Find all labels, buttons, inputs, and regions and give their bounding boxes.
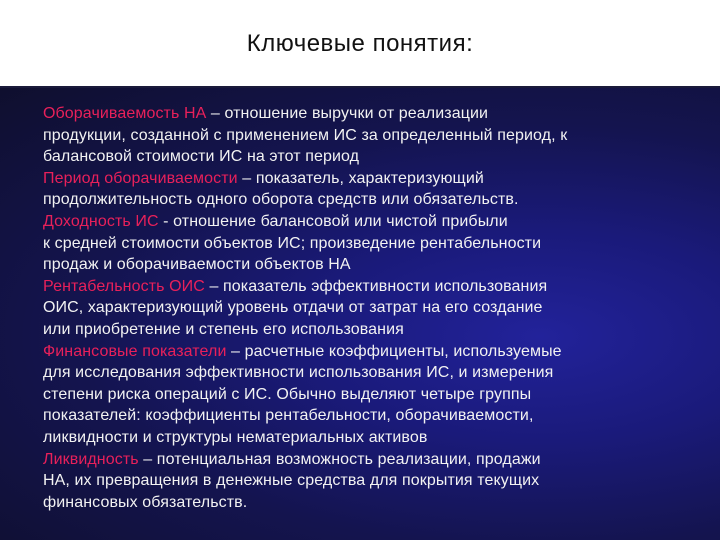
definition-turnover-na (43, 103, 711, 168)
definition-line (43, 449, 711, 471)
slide-body (0, 88, 720, 540)
definition-text: или приобретение и степень его использования (43, 320, 404, 338)
definition-text: – отношение выручки от реализации (206, 105, 489, 122)
term-label: Оборачиваемость НА (43, 105, 207, 122)
slide-title: Ключевые понятия: (246, 30, 474, 57)
definition-line (43, 341, 711, 363)
definition-line (43, 103, 711, 125)
definition-text: для исследования эффективности использования ИС, и измерения (43, 364, 554, 382)
definition-liquidity (43, 449, 711, 514)
definition-text: к средней стоимости объектов ИС; произведение рентабельности (43, 234, 542, 252)
term-label: Ликвидность (43, 450, 139, 468)
definition-text: – потенциальная возможность реализации, продажи (138, 450, 541, 468)
definition-line (43, 211, 711, 233)
definition-text: продаж и оборачиваемости объектов НА (43, 256, 351, 274)
definition-text: – показатель эффективности использования (204, 277, 548, 295)
definition-line (43, 276, 711, 298)
definition-text: степени риска операций с ИС. Обычно выделяют четыре группы (43, 385, 532, 403)
definition-text: ликвидности и структуры нематериальных активов (43, 428, 428, 446)
term-label: Доходность ИС (43, 212, 159, 230)
term-label: Рентабельность ОИС (43, 277, 205, 295)
slide-header (0, 0, 720, 88)
definition-text: ОИС, характеризующий уровень отдачи от затрат на его создание (43, 299, 543, 317)
definition-text: – расчетные коэффициенты, используемые (226, 342, 562, 360)
term-label: Финансовые показатели (43, 342, 227, 360)
definition-text: НА, их превращения в денежные средства для покрытия текущих (43, 472, 540, 490)
definitions-list (43, 103, 711, 513)
definition-financial-indicators (43, 341, 711, 449)
definition-text: финансовых обязательств. (43, 493, 248, 511)
definition-text: продукции, созданной с применением ИС за определенный период, к (43, 126, 568, 144)
definition-line (43, 168, 711, 190)
definition-text: - отношение балансовой или чистой прибыли (158, 212, 508, 230)
definition-text: балансовой стоимости ИС на этот период (43, 148, 360, 166)
definition-turnover-period (43, 168, 711, 211)
term-label: Период оборачиваемости (43, 169, 238, 187)
definition-ip-profitability (43, 211, 711, 276)
definition-ois-rentability (43, 276, 711, 341)
definition-text: продолжительность одного оборота средств или обязательств. (43, 191, 519, 209)
definition-text: – показатель, характеризующий (237, 169, 484, 187)
definition-text: показателей: коэффициенты рентабельности, оборачиваемости, (43, 407, 534, 425)
